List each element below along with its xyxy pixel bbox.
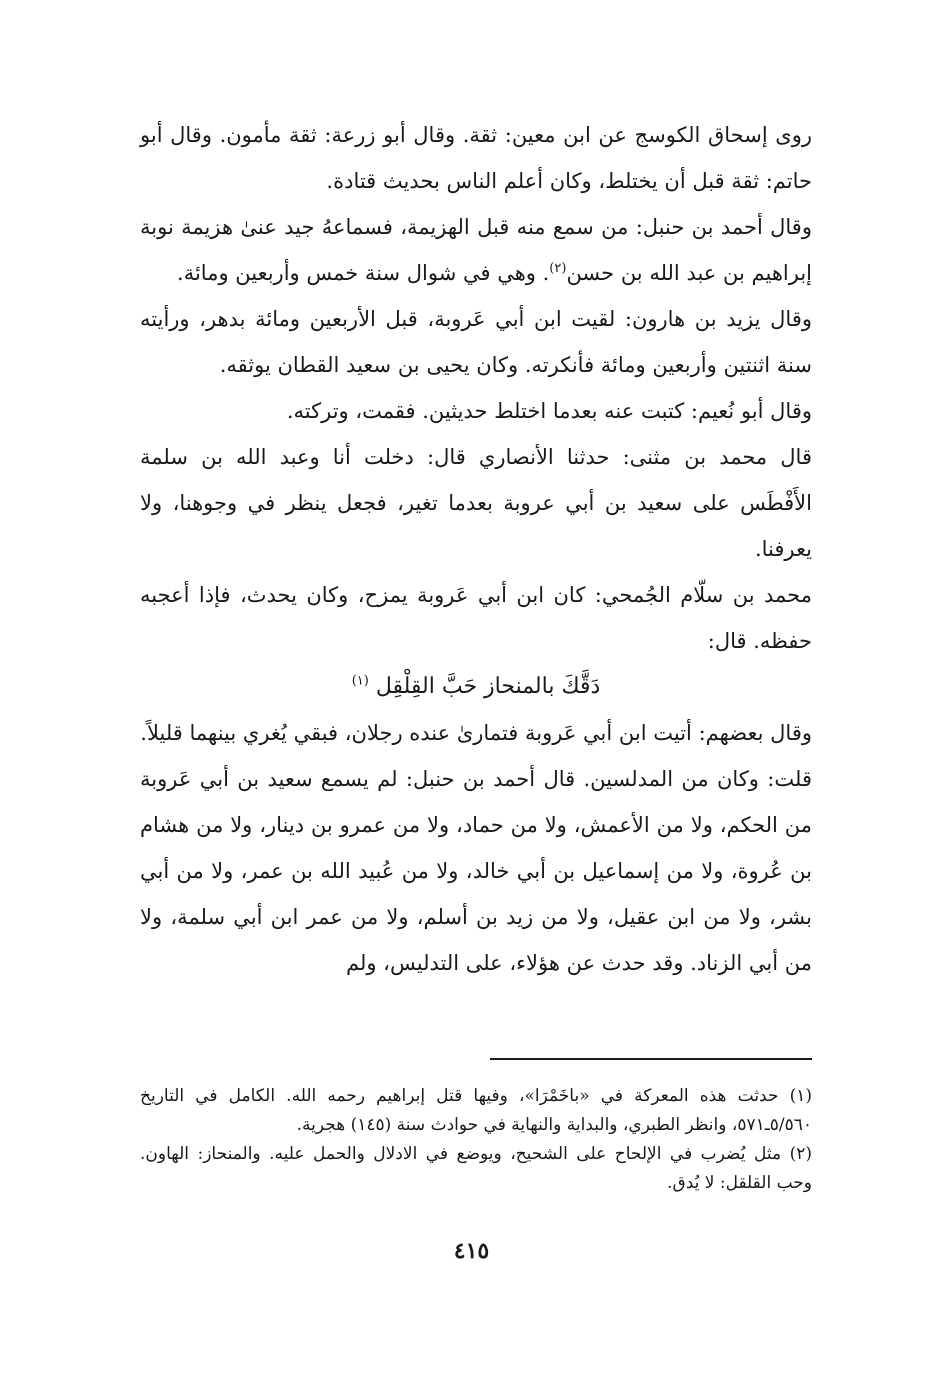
paragraph (140, 296, 812, 388)
footnotes (140, 1082, 812, 1198)
paragraph-text: . وهي في شوال سنة خمس وأربعين ومائة. (177, 261, 550, 285)
paragraph-text: وقال أحمد بن حنبل: من سمع منه قبل الهزيمة، فسماعهُ جيد عنىٰ هزيمة نوبة إبراهيم بن عبد الله بن حسن (140, 215, 812, 285)
verse-text: دَقَّكَ بالمنحاز حَبَّ القِلْقِل (375, 674, 601, 699)
paragraph (140, 572, 812, 664)
paragraph-text: وقال أبو نُعيم: كتبت عنه بعدما اختلط حديثين. فقمت، وتركته. (286, 399, 812, 423)
footnote-reference: (٢) (549, 261, 567, 276)
footnote-reference: (١) (351, 673, 369, 689)
footnote-separator (490, 1058, 812, 1060)
footnote-text: (١) حدثت هذه المعركة في «باخَمْرَا»، وفيها قتل إبراهيم رحمه الله. الكامل في التاريخ ٥/٥٦٠ـ٥٧١، وانظر الطبري، والبداية والنهاية في حوادث سنة (١٤٥) هجرية. (140, 1086, 812, 1135)
paragraph-text: محمد بن سلّام الجُمحي: كان ابن أبي عَروبة يمزح، وكان يحدث، فإذا أعجبه حفظه. قال: (140, 583, 812, 653)
main-text (140, 112, 812, 986)
paragraph (140, 710, 812, 756)
paragraph-text: قلت: وكان من المدلسين. قال أحمد بن حنبل: لم يسمع سعيد بن أبي عَروبة من الحكم، ولا من الأعمش، ولا من حماد، ولا من عمرو بن دينار، ولا من هشام بن عُروة، ولا من إسماعيل بن أبي خالد، ولا من عُبيد الله بن عمر، ولا من أبي بشر، ولا من ابن عقيل، ولا من زيد بن أسلم، ولا من عمر ابن أبي سلمة، ولا من أبي الزناد. وقد حدث عن هؤلاء، على التدليس، ولم (140, 767, 812, 975)
page-number: ٤١٥ (453, 1238, 490, 1264)
footnote-text: (٢) مثل يُضرب في الإلحاح على الشحيح، ويوضع في الادلال والحمل عليه. والمنحاز: الهاون. وحب القلقل: لا يُدق. (140, 1144, 812, 1193)
poetry-verse (140, 664, 812, 710)
paragraph-text: قال محمد بن مثنى: حدثنا الأنصاري قال: دخلت أنا وعبد الله بن سلمة الأَفْطَس على سعيد بن أبي عروبة بعدما تغير، فجعل ينظر في وجوهنا، ولا يعرفنا. (140, 445, 812, 561)
paragraph-text: وقال يزيد بن هارون: لقيت ابن أبي عَروبة، قبل الأربعين ومائة بدهر، ورأيته سنة اثنتين وأربعين ومائة فأنكرته. وكان يحيى بن سعيد القطان يوثقه. (140, 307, 812, 377)
paragraph (140, 204, 812, 296)
paragraph (140, 112, 812, 204)
footnote (140, 1082, 812, 1140)
footnote (140, 1140, 812, 1198)
paragraph (140, 434, 812, 572)
paragraph-text: وقال بعضهم: أتيت ابن أبي عَروبة فتمارىٰ عنده رجلان، فبقي يُغري بينهما قليلاً. (140, 721, 812, 745)
paragraph (140, 388, 812, 434)
paragraph-text: روى إسحاق الكوسج عن ابن معين: ثقة. وقال أبو زرعة: ثقة مأمون. وقال أبو حاتم: ثقة قبل أن يختلط، وكان أعلم الناس بحديث قتادة. (140, 123, 812, 193)
paragraph (140, 756, 812, 986)
